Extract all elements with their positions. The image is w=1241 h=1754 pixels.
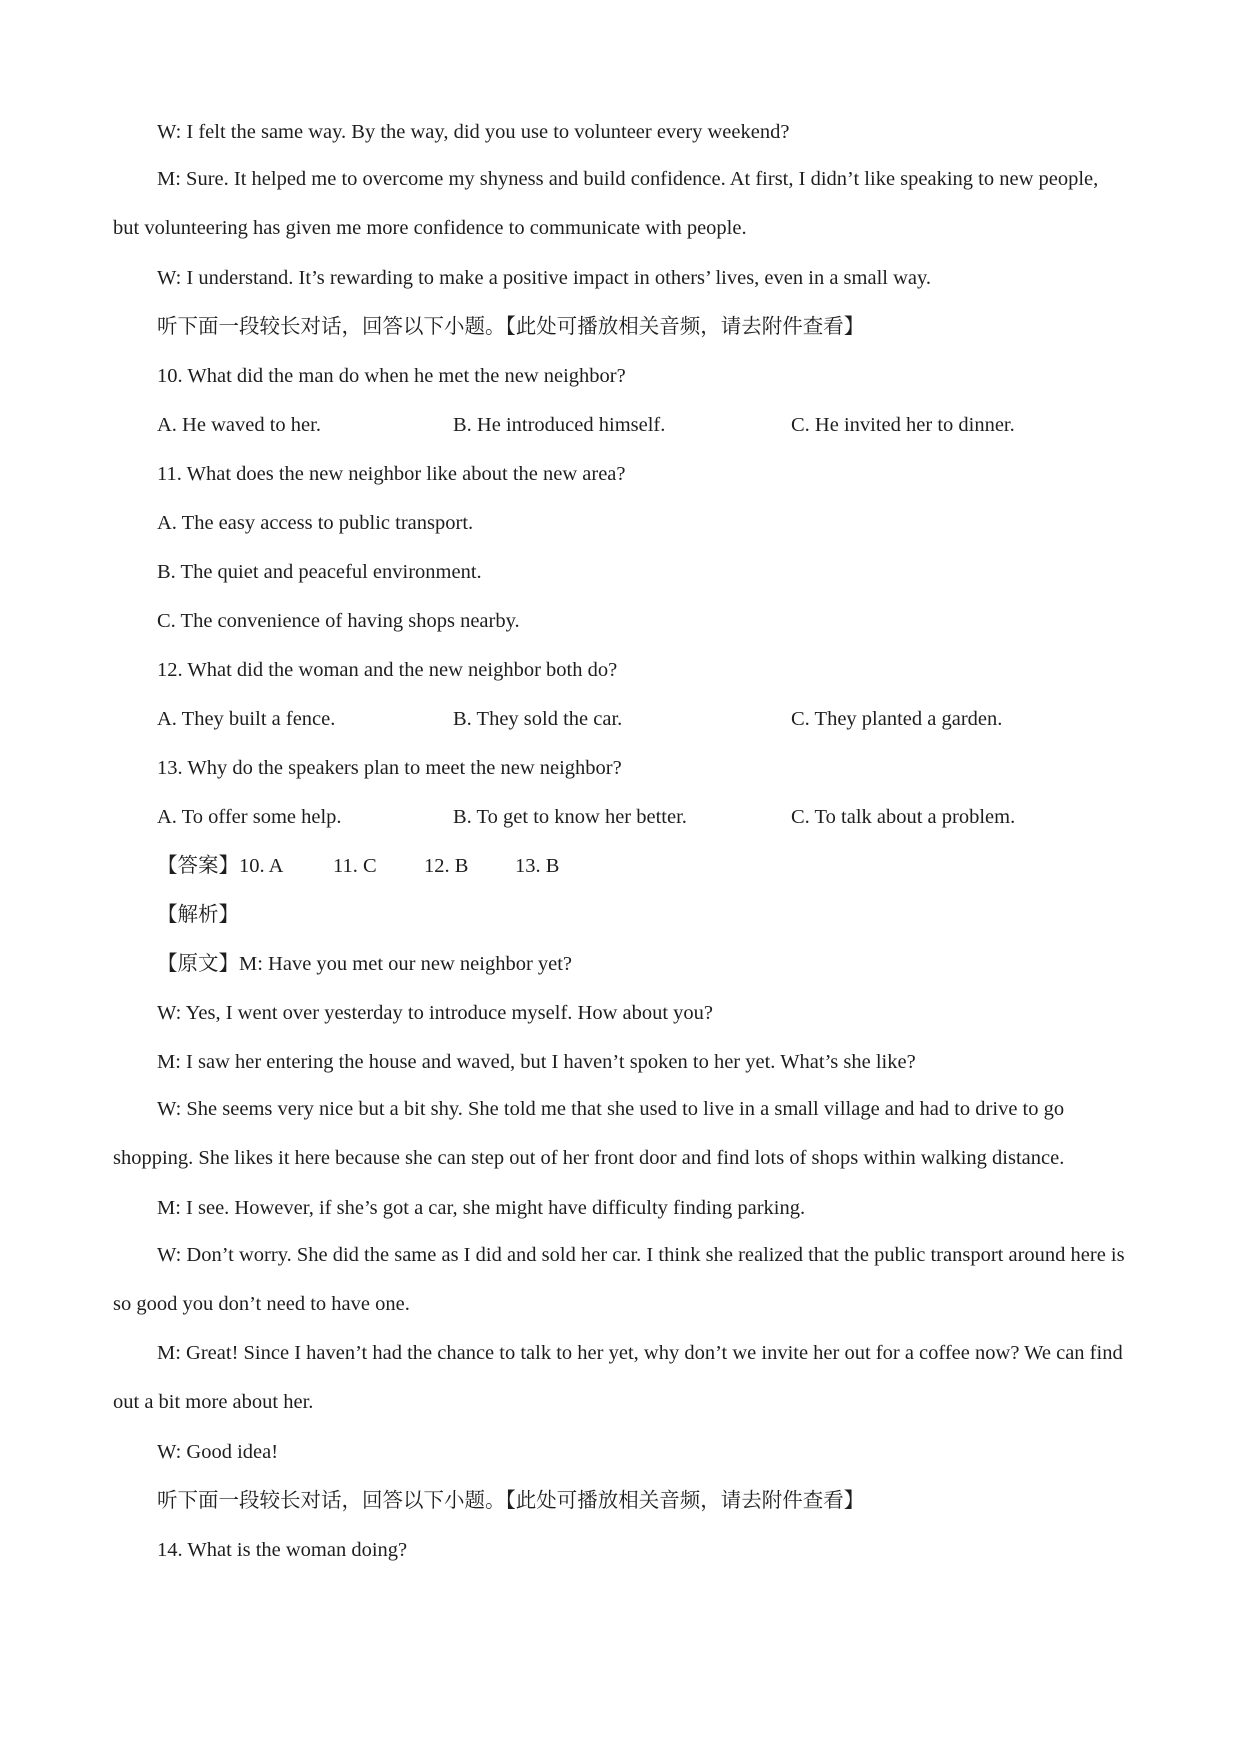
analysis-heading: 【解析】 xyxy=(157,904,239,926)
section-instruction: 听下面一段较长对话，回答以下小题。【此处可播放相关音频，请去附件查看】 xyxy=(157,1490,865,1512)
question-12-options xyxy=(113,709,1129,758)
option-b: B. To get to know her better. xyxy=(453,806,687,828)
question-11: 11. What does the new neighbor like about the new area? xyxy=(157,463,626,485)
section-instruction: 听下面一段较长对话，回答以下小题。【此处可播放相关音频，请去附件查看】 xyxy=(157,316,865,338)
option-a: A. They built a fence. xyxy=(157,708,336,730)
question-13-options xyxy=(113,807,1129,856)
answer-item: 10. A xyxy=(239,855,284,877)
answer-item: 13. B xyxy=(515,855,560,877)
option-b: B. They sold the car. xyxy=(453,708,623,730)
transcript-line xyxy=(113,954,1129,1003)
answer-label: 【答案】 xyxy=(157,855,239,877)
transcript-label: 【原文】 xyxy=(157,953,239,975)
dialogue-line: W: I felt the same way. By the way, did you use to volunteer every weekend? xyxy=(157,121,790,143)
transcript-line: W: Yes, I went over yesterday to introduce myself. How about you? xyxy=(157,1002,714,1024)
dialogue-line: W: I understand. It’s rewarding to make a positive impact in others’ lives, even in a small way. xyxy=(157,267,932,289)
answer-line xyxy=(113,856,1129,905)
question-10: 10. What did the man do when he met the new neighbor? xyxy=(157,365,626,387)
question-12: 12. What did the woman and the new neighbor both do? xyxy=(157,659,618,681)
answer-item: 11. C xyxy=(333,855,377,877)
option-a: A. The easy access to public transport. xyxy=(157,512,474,534)
question-10-options xyxy=(113,415,1129,464)
option-c: C. He invited her to dinner. xyxy=(791,414,1015,436)
transcript-paragraph: M: Great! Since I haven’t had the chance to talk to her yet, why don’t we invite her out for a coffee now? We can find out a bit more about her. xyxy=(113,1342,1123,1413)
option-c: C. They planted a garden. xyxy=(791,708,1003,730)
question-14: 14. What is the woman doing? xyxy=(157,1539,408,1561)
transcript-paragraph: W: She seems very nice but a bit shy. She told me that she used to live in a small village and had to drive to go shopping. She likes it here because she can step out of her front door and find lots of shops within walking distance. xyxy=(113,1098,1065,1169)
option-a: A. To offer some help. xyxy=(157,806,342,828)
option-b: B. The quiet and peaceful environment. xyxy=(157,561,482,583)
option-b: B. He introduced himself. xyxy=(453,414,666,436)
option-c: C. To talk about a problem. xyxy=(791,806,1016,828)
option-a: A. He waved to her. xyxy=(157,414,321,436)
dialogue-paragraph: M: Sure. It helped me to overcome my shyness and build confidence. At first, I didn’t like speaking to new people, but volunteering has given me more confidence to communicate with people. xyxy=(113,168,1099,239)
transcript-line: M: I see. However, if she’s got a car, she might have difficulty finding parking. xyxy=(157,1197,806,1219)
answer-item: 12. B xyxy=(424,855,469,877)
question-13: 13. Why do the speakers plan to meet the new neighbor? xyxy=(157,757,622,779)
transcript-text: M: Have you met our new neighbor yet? xyxy=(239,953,573,975)
option-c: C. The convenience of having shops nearby. xyxy=(157,610,520,632)
transcript-line: W: Good idea! xyxy=(157,1441,279,1463)
transcript-line: M: I saw her entering the house and waved, but I haven’t spoken to her yet. What’s she like? xyxy=(157,1051,916,1073)
transcript-paragraph: W: Don’t worry. She did the same as I did and sold her car. I think she realized that the public transport around here is so good you don’t need to have one. xyxy=(113,1244,1125,1315)
